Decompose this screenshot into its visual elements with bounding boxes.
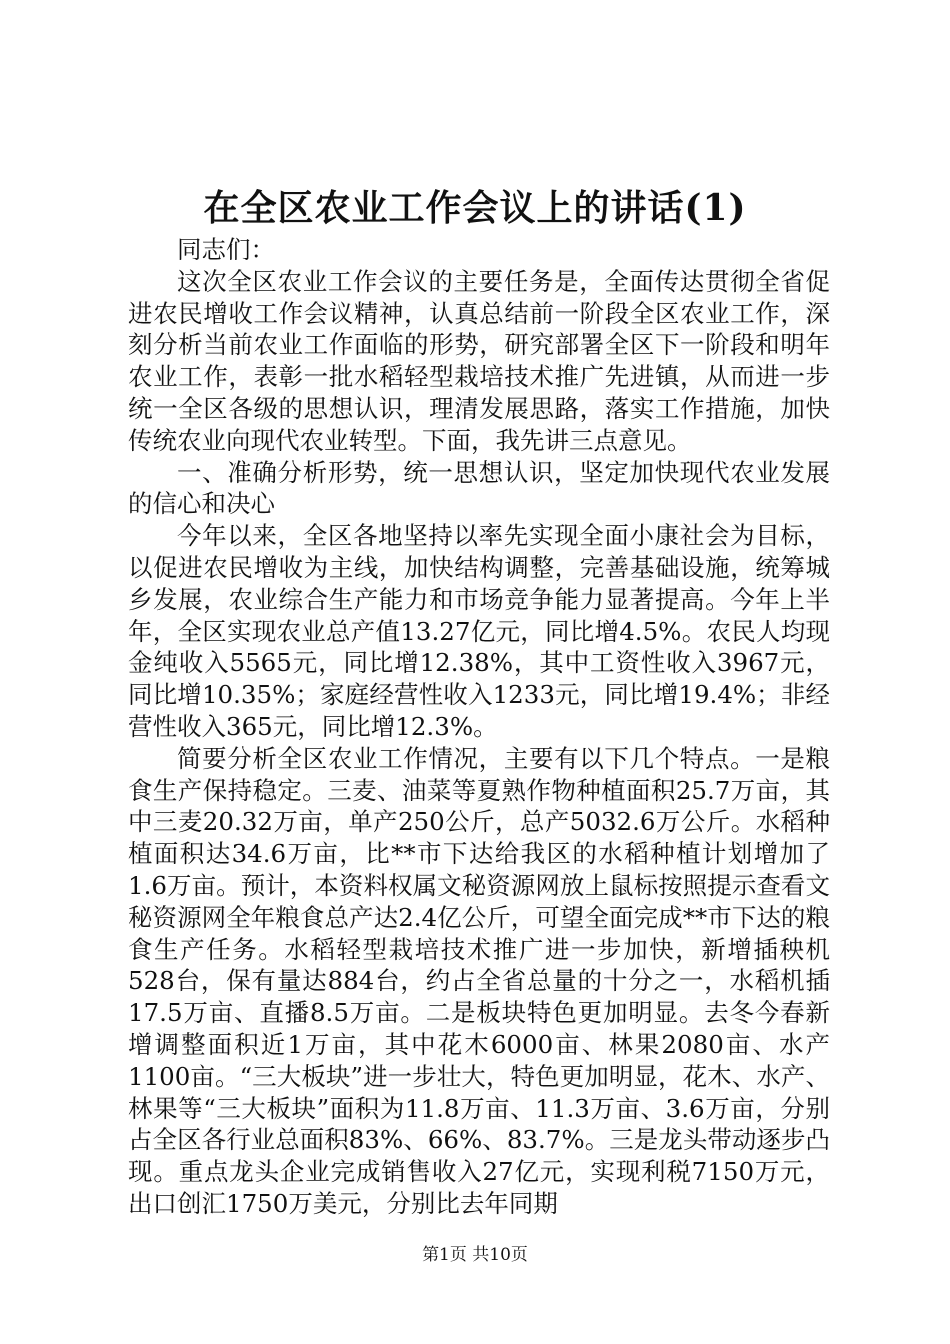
paragraph-features: 简要分析全区农业工作情况，主要有以下几个特点。一是粮食生产保持稳定。三麦、油菜等夏熟作物种植面积25.7万亩，其中三麦20.32万亩，单产250公斤，总产5032.6万公斤。水稻种植面积达34.6万亩，比**市下达给我区的水稻种植计划增加了1.6万亩。预计，本资料权属文秘资源网放上鼠标按照提示查看文秘资源网全年粮食总产达2.4亿公斤，可望全面完成**市下达的粮食生产任务。水稻轻型栽培技术推广进一步加快，新增插秧机528台，保有量达884台，约占全省总量的十分之一，水稻机插17.5万亩、直播8.5万亩。二是板块特色更加明显。去冬今春新增调整面积近1万亩，其中花木6000亩、林果2080亩、水产1100亩。“三大板块”进一步壮大，特色更加明显，花木、水产、林果等“三大板块”面积为11.8万亩、11.3万亩、3.6万亩，分别占全区各行业总面积83%、66%、83.7%。三是龙头带动逐步凸现。重点龙头企业完成销售收入27亿元，实现利税7150万元，出口创汇1750万美元，分别比去年同期 xyxy=(128,743,830,1218)
paragraph-overview: 今年以来，全区各地坚持以率先实现全面小康社会为目标，以促进农民增收为主线，加快结构调整，完善基础设施，统筹城乡发展，农业综合生产能力和市场竞争能力显著提高。今年上半年，全区实现农业总产值13.27亿元，同比增4.5%。农民人均现金纯收入5565元，同比增12.38%，其中工资性收入3967元，同比增10.35%；家庭经营性收入1233元，同比增19.4%；非经营性收入365元，同比增12.3%。 xyxy=(128,521,830,741)
paragraph-intro: 这次全区农业工作会议的主要任务是，全面传达贯彻全省促进农民增收工作会议精神，认真总结前一阶段全区农业工作，深刻分析当前农业工作面临的形势，研究部署全区下一阶段和明年农业工作，表彰一批水稻轻型栽培技术推广先进镇，从而进一步统一全区各级的思想认识，理清发展思路，落实工作措施，加快传统农业向现代农业转型。下面，我先讲三点意见。 xyxy=(128,266,830,455)
page-footer: 第1页 共10页 xyxy=(422,1245,528,1265)
salutation: 同志们： xyxy=(177,235,275,264)
document-title: 在全区农业工作会议上的讲话(1) xyxy=(203,187,747,229)
document-body xyxy=(128,234,830,1220)
section-heading-1: 一、准确分析形势，统一思想认识，坚定加快现代农业发展的信心和决心 xyxy=(128,457,830,519)
